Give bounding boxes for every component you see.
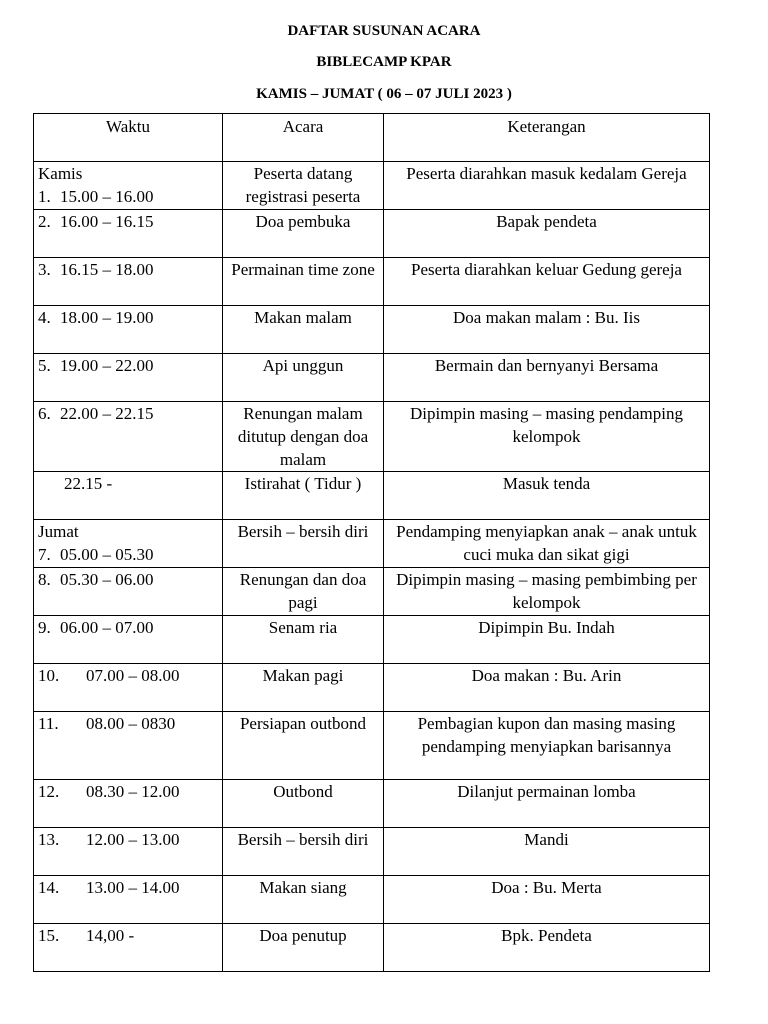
table-row	[34, 664, 710, 712]
time-range: 06.00 – 07.00	[60, 618, 154, 637]
time-range: 16.00 – 16.15	[60, 212, 154, 231]
time-range: 18.00 – 19.00	[60, 308, 154, 327]
item-number: 9.	[38, 618, 51, 637]
cell-keterangan: Dipimpin masing – masing pembimbing per kelompok	[384, 568, 710, 616]
cell-waktu	[34, 828, 223, 876]
item-number: 10.	[38, 666, 60, 685]
cell-keterangan: Peserta diarahkan masuk kedalam Gereja	[384, 162, 710, 210]
document-title: DAFTAR SUSUNAN ACARA	[287, 23, 481, 39]
table-header-row	[34, 114, 710, 162]
cell-waktu	[34, 354, 223, 402]
item-number: 15.	[38, 926, 60, 945]
item-number: 4.	[38, 308, 51, 327]
day-label: Kamis	[38, 164, 83, 183]
time-range: 22.15 -	[64, 474, 113, 493]
table-row	[34, 924, 710, 972]
item-number: 2.	[38, 212, 51, 231]
time-range: 13.00 – 14.00	[86, 878, 180, 897]
cell-waktu	[34, 712, 223, 780]
cell-acara: Peserta datang registrasi peserta	[223, 162, 384, 210]
cell-keterangan: Dilanjut permainan lomba	[384, 780, 710, 828]
cell-keterangan: Pendamping menyiapkan anak – anak untuk cuci muka dan sikat gigi	[384, 520, 710, 568]
table-row	[34, 472, 710, 520]
item-number: 7.	[38, 545, 51, 564]
document-subtitle: BIBLECAMP KPAR	[316, 54, 452, 70]
cell-keterangan: Mandi	[384, 828, 710, 876]
cell-waktu	[34, 616, 223, 664]
cell-keterangan: Bapak pendeta	[384, 210, 710, 258]
day-label: Jumat	[38, 522, 79, 541]
cell-keterangan: Doa makan malam : Bu. Iis	[384, 306, 710, 354]
table-row	[34, 258, 710, 306]
time-range: 05.00 – 05.30	[60, 545, 154, 564]
item-number: 12.	[38, 782, 60, 801]
cell-acara: Bersih – bersih diri	[223, 520, 384, 568]
cell-waktu	[34, 306, 223, 354]
table-row	[34, 568, 710, 616]
item-number: 11.	[38, 714, 59, 733]
cell-waktu	[34, 472, 223, 520]
schedule-table	[33, 113, 710, 972]
cell-waktu	[34, 924, 223, 972]
item-number: 8.	[38, 570, 51, 589]
cell-acara: Doa penutup	[223, 924, 384, 972]
cell-waktu	[34, 162, 223, 210]
cell-waktu	[34, 210, 223, 258]
cell-waktu	[34, 520, 223, 568]
table-row	[34, 616, 710, 664]
cell-acara: Istirahat ( Tidur )	[223, 472, 384, 520]
cell-keterangan: Doa : Bu. Merta	[384, 876, 710, 924]
item-number: 1.	[38, 187, 51, 206]
cell-waktu	[34, 876, 223, 924]
column-header-waktu: Waktu	[34, 114, 223, 162]
cell-keterangan: Dipimpin masing – masing pendamping kelompok	[384, 402, 710, 472]
cell-acara: Makan siang	[223, 876, 384, 924]
cell-waktu	[34, 568, 223, 616]
table-row	[34, 354, 710, 402]
cell-keterangan: Masuk tenda	[384, 472, 710, 520]
document-date-range: KAMIS – JUMAT ( 06 – 07 JULI 2023 )	[256, 86, 512, 102]
cell-acara: Outbond	[223, 780, 384, 828]
cell-waktu	[34, 258, 223, 306]
cell-keterangan: Peserta diarahkan keluar Gedung gereja	[384, 258, 710, 306]
time-range: 08.30 – 12.00	[86, 782, 180, 801]
item-number: 6.	[38, 404, 51, 423]
table-row	[34, 780, 710, 828]
time-range: 07.00 – 08.00	[86, 666, 180, 685]
cell-acara: Doa pembuka	[223, 210, 384, 258]
time-range: 05.30 – 06.00	[60, 570, 154, 589]
table-row	[34, 712, 710, 780]
table-row	[34, 162, 710, 210]
cell-keterangan: Pembagian kupon dan masing masing pendamping menyiapkan barisannya	[384, 712, 710, 780]
item-number: 14.	[38, 878, 60, 897]
time-range: 15.00 – 16.00	[60, 187, 154, 206]
time-range: 16.15 – 18.00	[60, 260, 154, 279]
table-row	[34, 306, 710, 354]
cell-acara: Makan malam	[223, 306, 384, 354]
cell-acara: Persiapan outbond	[223, 712, 384, 780]
time-range: 14,00 -	[86, 926, 135, 945]
table-row	[34, 402, 710, 472]
cell-acara: Renungan malam ditutup dengan doa malam	[223, 402, 384, 472]
cell-acara: Makan pagi	[223, 664, 384, 712]
cell-keterangan: Bermain dan bernyanyi Bersama	[384, 354, 710, 402]
cell-keterangan: Doa makan : Bu. Arin	[384, 664, 710, 712]
table-row	[34, 210, 710, 258]
cell-acara: Senam ria	[223, 616, 384, 664]
time-range: 19.00 – 22.00	[60, 356, 154, 375]
cell-acara: Bersih – bersih diri	[223, 828, 384, 876]
cell-acara: Api unggun	[223, 354, 384, 402]
table-row	[34, 876, 710, 924]
time-range: 08.00 – 0830	[86, 714, 176, 733]
column-header-acara: Acara	[223, 114, 384, 162]
time-range: 12.00 – 13.00	[86, 830, 180, 849]
column-header-keterangan: Keterangan	[384, 114, 710, 162]
cell-waktu	[34, 780, 223, 828]
cell-acara: Permainan time zone	[223, 258, 384, 306]
cell-waktu	[34, 664, 223, 712]
cell-acara: Renungan dan doa pagi	[223, 568, 384, 616]
time-range: 22.00 – 22.15	[60, 404, 154, 423]
item-number: 5.	[38, 356, 51, 375]
cell-keterangan: Bpk. Pendeta	[384, 924, 710, 972]
item-number: 3.	[38, 260, 51, 279]
table-row	[34, 828, 710, 876]
cell-keterangan: Dipimpin Bu. Indah	[384, 616, 710, 664]
table-row	[34, 520, 710, 568]
item-number: 13.	[38, 830, 60, 849]
cell-waktu	[34, 402, 223, 472]
